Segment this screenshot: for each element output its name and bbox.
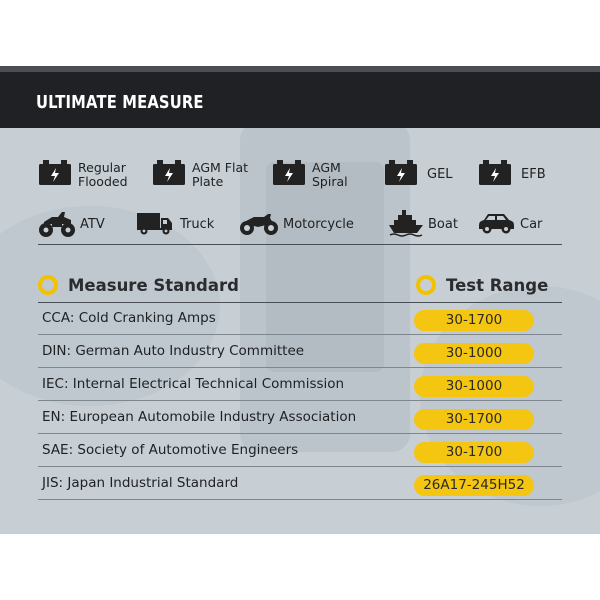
table-row xyxy=(38,401,562,434)
standard-name: IEC: Internal Electrical Technical Commission xyxy=(42,376,345,392)
battery-type-label: Regular Flooded xyxy=(78,160,128,189)
table-row xyxy=(38,368,562,401)
motorcycle-icon xyxy=(238,209,280,241)
battery-type-efb xyxy=(478,152,546,198)
battery-types-row xyxy=(38,152,562,198)
test-range-badge: 26A17-245H52 xyxy=(414,475,534,496)
test-range-badge: 30-1000 xyxy=(414,343,534,364)
header-bar xyxy=(0,66,600,128)
battery-icon xyxy=(152,160,186,190)
standard-name: SAE: Society of Automotive Engineers xyxy=(42,442,299,458)
section-divider xyxy=(38,244,562,245)
test-range-label: Test Range xyxy=(446,275,549,295)
battery-type-label: AGM Flat Plate xyxy=(192,160,248,189)
page-title: ULTIMATE MEASURE xyxy=(36,92,204,113)
test-range-badge: 30-1700 xyxy=(414,409,534,430)
battery-icon xyxy=(272,160,306,190)
battery-type-gel xyxy=(384,152,453,198)
battery-icon xyxy=(478,160,512,190)
battery-icon xyxy=(384,160,418,190)
battery-type-label: EFB xyxy=(521,167,546,182)
standard-name: CCA: Cold Cranking Amps xyxy=(42,310,216,326)
standard-name: EN: European Automobile Industry Association xyxy=(42,409,357,425)
test-range-badge: 30-1700 xyxy=(414,442,534,463)
standard-name: JIS: Japan Industrial Standard xyxy=(42,475,239,491)
vehicle-type-atv xyxy=(38,202,105,248)
measure-standard-label: Measure Standard xyxy=(68,275,239,295)
battery-type-regular-flooded xyxy=(38,152,128,198)
yellow-ring-icon xyxy=(416,275,436,295)
content-panel xyxy=(0,66,600,534)
vehicle-type-truck xyxy=(136,202,214,248)
test-range-heading xyxy=(416,270,548,300)
table-row xyxy=(38,467,562,500)
vehicle-type-boat xyxy=(388,202,458,248)
vehicle-type-label: Boat xyxy=(428,217,458,232)
test-range-badge: 30-1000 xyxy=(414,376,534,397)
measure-standard-heading xyxy=(38,270,239,300)
test-range-badge: 30-1700 xyxy=(414,310,534,331)
yellow-ring-icon xyxy=(38,275,58,295)
boat-icon xyxy=(388,209,424,241)
vehicle-type-label: Car xyxy=(520,217,543,232)
table-row xyxy=(38,302,562,335)
vehicle-type-label: Motorcycle xyxy=(283,217,354,232)
standard-name: DIN: German Auto Industry Committee xyxy=(42,343,305,359)
table-row xyxy=(38,335,562,368)
battery-icon xyxy=(38,160,72,190)
vehicle-type-car xyxy=(476,202,542,248)
battery-type-label: GEL xyxy=(427,167,453,182)
vehicle-type-label: ATV xyxy=(80,217,105,232)
table-row xyxy=(38,434,562,467)
battery-type-agm-flat-plate xyxy=(152,152,248,198)
vehicle-type-label: Truck xyxy=(180,217,215,232)
atv-icon xyxy=(38,208,76,242)
battery-type-agm-spiral xyxy=(272,152,348,198)
vehicle-types-row xyxy=(38,202,562,248)
truck-icon xyxy=(136,210,174,240)
battery-type-label: AGM Spiral xyxy=(312,160,348,189)
car-icon xyxy=(476,211,516,239)
vehicle-type-motorcycle xyxy=(238,202,354,248)
